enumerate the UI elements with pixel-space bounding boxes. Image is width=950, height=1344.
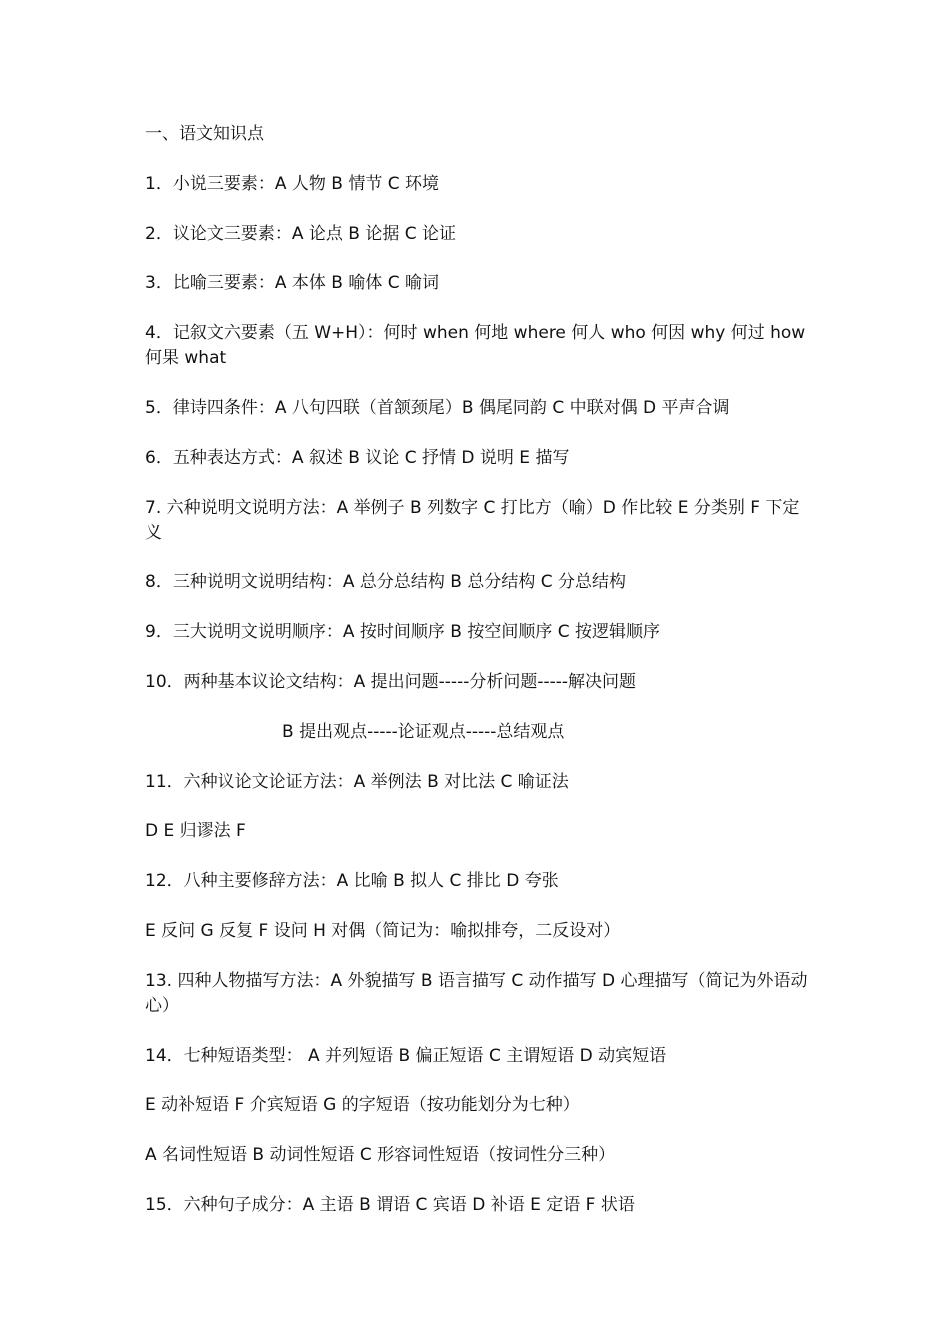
list-item-11-continuation: D E 归谬法 F xyxy=(145,821,246,842)
list-item-1: 1．小说三要素：A 人物 B 情节 C 环境 xyxy=(145,173,439,194)
list-item-12: 12．八种主要修辞方法：A 比喻 B 拟人 C 排比 D 夸张 xyxy=(145,871,559,892)
list-item-12-continuation: E 反问 G 反复 F 设问 H 对偶（简记为：喻拟排夸，二反设对） xyxy=(145,920,621,941)
document-body xyxy=(145,122,815,1243)
list-item-3: 3．比喻三要素：A 本体 B 喻体 C 喻词 xyxy=(145,273,439,294)
list-item-14-continuation-1: E 动补短语 F 介宾短语 G 的字短语（按功能划分为七种） xyxy=(145,1095,580,1116)
list-item-14: 14．七种短语类型： A 并列短语 B 偏正短语 C 主谓短语 D 动宾短语 xyxy=(145,1045,667,1066)
section-heading: 一、语文知识点 xyxy=(145,124,264,144)
list-item-10-continuation: B 提出观点-----论证观点-----总结观点 xyxy=(282,721,565,742)
list-item-7: 7. 六种说明文说明方法：A 举例子 B 列数字 C 打比方（喻）D 作比较 E 分类别 F 下定义 xyxy=(145,497,800,543)
list-item-14-continuation-2: A 名词性短语 B 动词性短语 C 形容词性短语（按词性分三种） xyxy=(145,1145,616,1166)
list-item-6: 6．五种表达方式：A 叙述 B 议论 C 抒情 D 说明 E 描写 xyxy=(145,447,570,468)
list-item-5: 5．律诗四条件：A 八句四联（首颔颈尾）B 偶尾同韵 C 中联对偶 D 平声合调 xyxy=(145,397,730,418)
list-item-10: 10．两种基本议论文结构：A 提出问题-----分析问题-----解决问题 xyxy=(145,671,637,692)
list-item-2: 2．议论文三要素：A 论点 B 论据 C 论证 xyxy=(145,223,456,244)
list-item-8: 8．三种说明文说明结构：A 总分总结构 B 总分结构 C 分总结构 xyxy=(145,572,626,593)
list-item-15: 15．六种句子成分：A 主语 B 谓语 C 宾语 D 补语 E 定语 F 状语 xyxy=(145,1194,635,1215)
list-item-11: 11．六种议论文论证方法：A 举例法 B 对比法 C 喻证法 xyxy=(145,771,569,792)
list-item-4: 4．记叙文六要素（五 W+H）：何时 when 何地 where 何人 who 何因 why 何过 how 何果 what xyxy=(145,323,806,369)
list-item-9: 9．三大说明文说明顺序：A 按时间顺序 B 按空间顺序 C 按逻辑顺序 xyxy=(145,622,660,643)
list-item-13: 13. 四种人物描写方法：A 外貌描写 B 语言描写 C 动作描写 D 心理描写（简记为外语动心） xyxy=(145,970,808,1016)
